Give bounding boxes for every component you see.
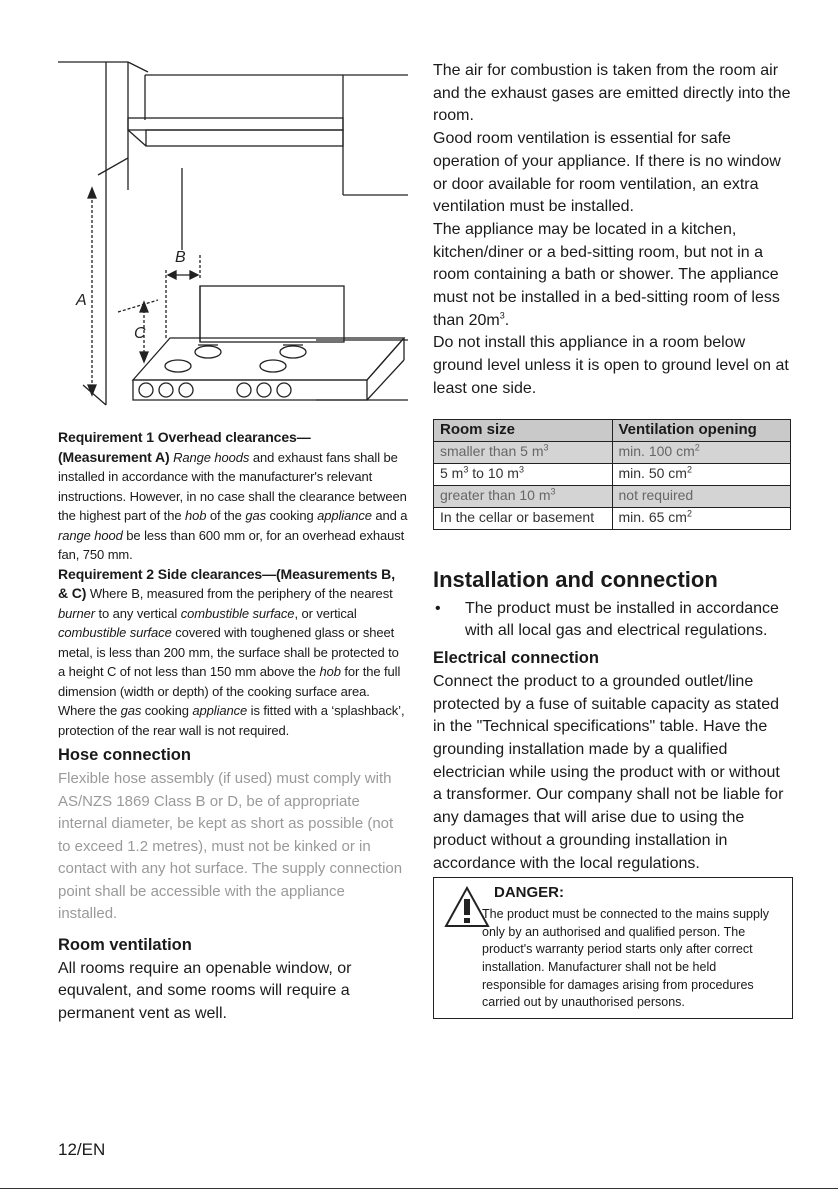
req2-appliance: appliance [192, 703, 248, 718]
cell-text: to 10 m [468, 464, 519, 481]
bullet-text: The product must be installed in accordance with all local gas and electrical regulations. [465, 599, 779, 640]
hose-connection-heading: Hose connection [58, 746, 191, 764]
cell-sup: 3 [550, 485, 556, 496]
table-cell: In the cellar or basement [434, 507, 613, 529]
table-header-row [434, 419, 791, 441]
req2-text-4: covered with toughened glass or sheet metal, is less than 200 mm, the surface shall be protected to a height C of not less than 150 mm above the [58, 625, 399, 679]
hose-connection-text: Flexible hose assembly (if used) must comply with AS/NZS 1869 Class B or D, be of appropriate internal diameter, be kept as short as possible (not to exceed 1.2 metres), must not be kinked or in contact with any hot surface. The supply connection point shall be accessible with the appliance installed. [58, 770, 403, 922]
bottom-rule [0, 1188, 838, 1189]
electrical-connection-heading: Electrical connection [433, 648, 599, 667]
ground-level-paragraph: Do not install this appliance in a room below ground level unless it is open to ground level on at least one side. [433, 334, 789, 397]
cell-sup: 3 [543, 441, 549, 452]
req2-gas: gas [120, 703, 142, 718]
req2-burner: burner [58, 605, 95, 621]
room-ventilation-text: All rooms require an openable window, or equvalent, and some rooms will require a permanent vent as well. [58, 959, 352, 1022]
table-row [434, 485, 791, 507]
right-column [433, 60, 793, 1019]
combustion-air-paragraph: The air for combustion is taken from the room air and the exhaust gases are emitted directly into the room. [433, 62, 791, 125]
ventilation-table [433, 419, 791, 530]
requirement-2 [58, 565, 408, 741]
req2-combustible-2: combustible surface [58, 625, 172, 640]
cell-text: greater than 10 m [440, 486, 551, 503]
cell-sup: 3 [518, 463, 524, 474]
table-row [434, 463, 791, 485]
table-cell [434, 485, 613, 507]
label-c: C [134, 325, 146, 342]
location-paragraph [433, 219, 793, 333]
table-cell: not required [612, 485, 791, 507]
label-b: B [175, 249, 186, 266]
cell-sup: 2 [694, 441, 700, 452]
room-ventilation-heading: Room ventilation [58, 935, 192, 954]
header-ventilation-opening: Ventilation opening [612, 419, 791, 441]
danger-text: The product must be connected to the mains supply only by an authorised and qualified person. The product's warranty period starts only after correct installation. Manufacturer shall not be held responsible for damages arising from procedures carried out by unauthorised persons. [482, 907, 769, 1010]
ventilation-paragraph: Good room ventilation is essential for safe operation of your appliance. If there is no window or door available for room ventilation, an extra ventilation must be installed. [433, 130, 781, 216]
cell-sup: 3 [463, 463, 469, 474]
req1-text-4: and a [371, 508, 408, 523]
req2-text-3: , or vertical [294, 605, 357, 621]
location-sup: 3 [499, 310, 505, 321]
req2-combustible-1: combustible surface [180, 605, 295, 621]
req1-range-hood: range hood [58, 527, 123, 543]
requirement-1 [58, 428, 408, 565]
req1-text-1: and exhaust fans shall be installed in accordance with the manufacturer's relevant instructions. However, in no case shall the clearance between the highest part of the [58, 449, 407, 523]
table-row [434, 441, 791, 463]
cell-sup: 2 [686, 507, 692, 518]
installation-bullet [433, 598, 793, 643]
table-cell [434, 463, 613, 485]
cell-text: min. 100 cm [618, 442, 695, 459]
electrical-connection-text: Connect the product to a grounded outlet/line protected by a fuse of suitable capacity as stated in the "Technical specifications" table. Have the grounding installation made by a qualified electrician while using the product with or without a transformer. Our company shall not be liable for any damages that will arise due to using the product without a grounding installation in accordance with the local regulations. [433, 672, 784, 872]
req2-text-5: for the full dimension (width or depth) of the cooking surface area. Where the [58, 664, 401, 718]
location-text: The appliance may be located in a kitchen, kitchen/diner or a bed-sitting room, but not in a room containing a bath or shower. The appliance must not be installed in a bed-sitting room of less than 20m [433, 220, 780, 329]
danger-box [433, 877, 793, 1019]
req2-hob: hob [319, 664, 341, 679]
req1-hob: hob [184, 508, 207, 523]
left-column [58, 40, 408, 1026]
installation-heading: Installation and connection [433, 566, 718, 592]
table-cell [612, 463, 791, 485]
cell-sup: 2 [686, 463, 692, 474]
req2-text-6: cooking [141, 703, 193, 718]
label-a: A [76, 292, 87, 309]
page-number: 12/EN [58, 1140, 106, 1159]
cell-text: min. 50 cm [618, 464, 687, 481]
req2-text-2: to any vertical [94, 605, 181, 621]
req2-text-1: Where B, measured from the periphery of the nearest [86, 586, 393, 601]
clearance-diagram-svg [58, 40, 408, 410]
location-period: . [504, 311, 510, 329]
table-row [434, 507, 791, 529]
req1-gas: gas [245, 508, 266, 523]
danger-title: DANGER: [494, 884, 564, 902]
cell-text: smaller than 5 m [440, 442, 544, 459]
table-cell [612, 507, 791, 529]
req1-text-5: be less than 600 mm or, for an overhead exhaust fan, 750 mm. [58, 527, 405, 562]
req1-text-2: of the [206, 508, 246, 523]
clearance-diagram [58, 40, 408, 410]
req1-text-3: cooking [265, 508, 318, 523]
requirement-2-heading: Requirement 2 Side clearances—(Measurements B, & C) [58, 565, 395, 601]
table-cell [434, 441, 613, 463]
table-cell [612, 441, 791, 463]
requirement-1-heading: Requirement 1 Overhead clearances— (Measurement A) [58, 429, 311, 465]
header-room-size: Room size [434, 419, 613, 441]
cell-text: min. 65 cm [618, 508, 687, 525]
req1-range-hoods: Range hoods [173, 449, 250, 465]
req1-appliance: appliance [317, 508, 372, 523]
req2-text-7: is fitted with a ‘splashback’, protection of the rear wall is not required. [58, 703, 405, 738]
bullet-mark: • [435, 599, 441, 617]
cell-text: 5 m [440, 464, 464, 481]
